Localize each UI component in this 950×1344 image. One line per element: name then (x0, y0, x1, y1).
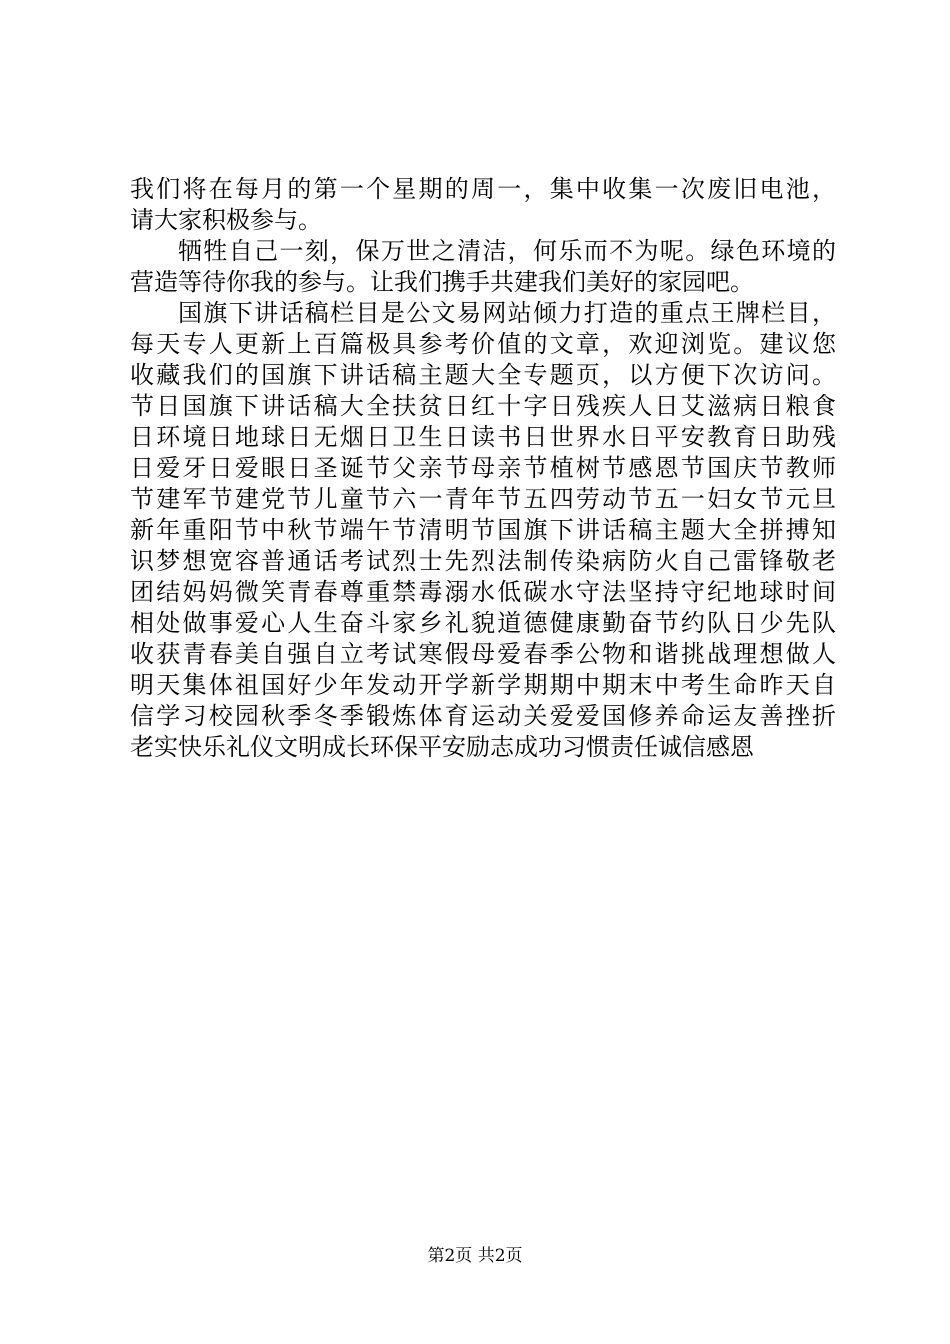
paragraph-1-line-2: 请大家积极参与。 (130, 206, 322, 234)
paragraph-1-line-1: 我们将在每月的第一个星期的周一，集中收集一次废旧电池， (130, 175, 836, 203)
document-body (130, 174, 836, 763)
paragraph-3-line-10: 团结妈妈微笑青春尊重禁毒溺水低碳水守法坚持守纪地球时间 (130, 578, 836, 606)
paragraph-3-line-12: 收获青春美自强自立考试寒假母爱春季公物和谐挑战理想做人 (130, 640, 836, 668)
page-number-footer: 第2页 共2页 (427, 1246, 523, 1266)
paragraph-3-line-9: 识梦想宽容普通话考试烈士先烈法制传染病防火自己雷锋敬老 (130, 547, 836, 575)
paragraph-3-line-4: 节日国旗下讲话稿大全扶贫日红十字日残疾人日艾滋病日粮食 (130, 392, 836, 420)
paragraph-3-line-15: 老实快乐礼仪文明成长环保平安励志成功习惯责任诚信感恩 (130, 733, 754, 761)
paragraph-3-line-3: 收藏我们的国旗下讲话稿主题大全专题页，以方便下次访问。 (130, 361, 836, 389)
paragraph-3-line-14: 信学习校园秋季冬季锻炼体育运动关爱爱国修养命运友善挫折 (130, 702, 836, 730)
paragraph-3-line-5: 日环境日地球日无烟日卫生日读书日世界水日平安教育日助残 (130, 423, 836, 451)
paragraph-3-line-7: 节建军节建党节儿童节六一青年节五四劳动节五一妇女节元旦 (130, 485, 836, 513)
paragraph-3-line-11: 相处做事爱心人生奋斗家乡礼貌道德健康勤奋节约队日少先队 (130, 609, 836, 637)
paragraph-3-line-8: 新年重阳节中秋节端午节清明节国旗下讲话稿主题大全拼搏知 (130, 516, 836, 544)
paragraph-3-line-2: 每天专人更新上百篇极具参考价值的文章，欢迎浏览。建议您 (130, 330, 836, 358)
paragraph-3-line-6: 日爱牙日爱眼日圣诞节父亲节母亲节植树节感恩节国庆节教师 (130, 454, 836, 482)
paragraph-3-line-1: 国旗下讲话稿栏目是公文易网站倾力打造的重点王牌栏目， (178, 299, 836, 327)
paragraph-2-line-1: 牺牲自己一刻，保万世之清洁，何乐而不为呢。绿色环境的 (178, 237, 836, 265)
paragraph-3-line-13: 明天集体祖国好少年发动开学新学期期中期末中考生命昨天自 (130, 671, 836, 699)
paragraph-2-line-2: 营造等待你我的参与。让我们携手共建我们美好的家园吧。 (130, 268, 754, 296)
